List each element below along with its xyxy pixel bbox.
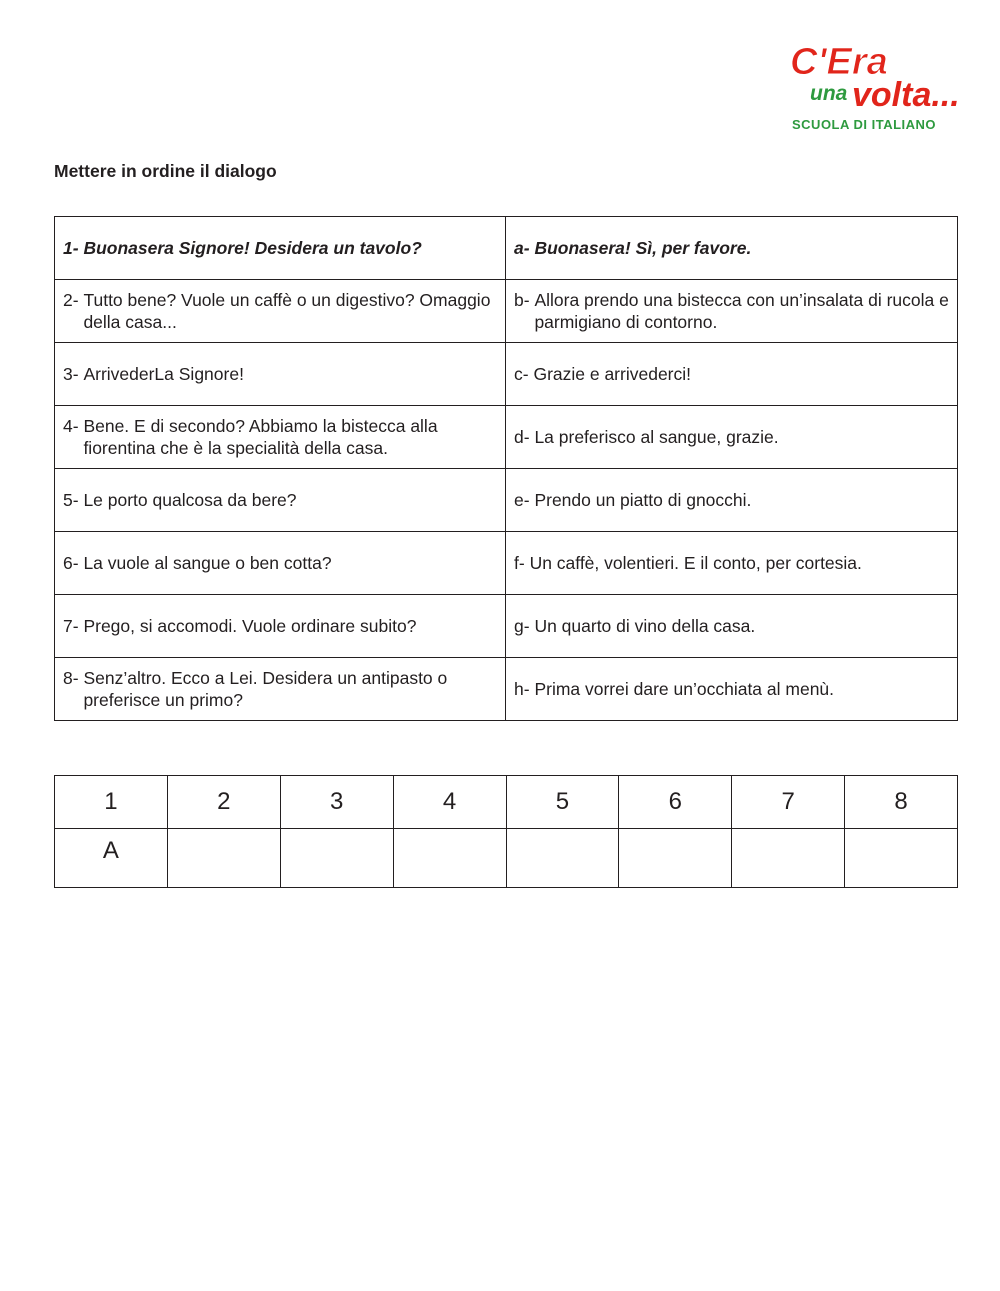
dialog-cell-right	[506, 469, 958, 532]
answer-header-cell: 6	[619, 776, 732, 829]
dialog-cell-right	[506, 658, 958, 721]
dialog-cell-left	[55, 658, 506, 721]
answer-header-cell: 7	[732, 776, 845, 829]
line-text: Prima vorrei dare un’occhiata al menù.	[534, 679, 835, 699]
answer-input-cell[interactable]	[280, 829, 393, 888]
line-label: f-	[514, 553, 530, 573]
line-label: a-	[514, 238, 535, 258]
line-label: 4-	[63, 416, 84, 436]
dialog-line	[63, 552, 497, 574]
line-label: h-	[514, 679, 535, 699]
answer-header-cell: 1	[55, 776, 168, 829]
dialog-table	[54, 216, 958, 721]
line-text: Allora prendo una bistecca con un’insalata di rucola e parmigiano di contorno.	[534, 290, 949, 332]
line-text: Un quarto di vino della casa.	[534, 616, 756, 636]
logo-line-2b: volta...	[852, 76, 960, 114]
line-text: Senz’altro. Ecco a Lei. Desidera un antipasto o preferisce un primo?	[83, 668, 448, 710]
dialog-line	[63, 667, 497, 711]
line-text: Prego, si accomodi. Vuole ordinare subito?	[83, 616, 417, 636]
answer-header-cell: 2	[167, 776, 280, 829]
line-text: Buonasera! Sì, per favore.	[534, 238, 752, 258]
dialog-line	[514, 289, 949, 333]
logo-line-2a: una	[810, 82, 848, 105]
dialog-line	[514, 615, 949, 637]
line-text: Prendo un piatto di gnocchi.	[534, 490, 752, 510]
answer-header-row	[55, 776, 958, 829]
dialog-cell-left	[55, 532, 506, 595]
line-label: 2-	[63, 290, 84, 310]
dialog-line	[514, 237, 949, 259]
line-label: b-	[514, 290, 535, 310]
dialog-cell-left	[55, 406, 506, 469]
dialog-row	[55, 280, 958, 343]
answer-header-cell: 3	[280, 776, 393, 829]
dialog-row	[55, 406, 958, 469]
answer-header-cell: 5	[506, 776, 619, 829]
dialog-cell-left	[55, 280, 506, 343]
line-label: 8-	[63, 668, 84, 688]
answer-input-cell[interactable]	[393, 829, 506, 888]
dialog-line	[514, 552, 949, 574]
line-label: e-	[514, 490, 535, 510]
answer-table	[54, 775, 958, 888]
answer-header-cell: 4	[393, 776, 506, 829]
dialog-line	[514, 426, 949, 448]
answer-input-cell[interactable]	[732, 829, 845, 888]
exercise-title: Mettere in ordine il dialogo	[54, 161, 277, 181]
line-label: g-	[514, 616, 535, 636]
line-text: Tutto bene? Vuole un caffè o un digestivo? Omaggio della casa...	[83, 290, 491, 332]
line-label: c-	[514, 364, 534, 384]
dialog-row	[55, 469, 958, 532]
school-logo	[786, 34, 971, 134]
dialog-line	[514, 678, 949, 700]
dialog-line	[63, 289, 497, 333]
answer-value-row	[55, 829, 958, 888]
dialog-line	[63, 489, 497, 511]
dialog-cell-right	[506, 343, 958, 406]
line-label: d-	[514, 427, 535, 447]
dialog-line	[514, 489, 949, 511]
line-text: Le porto qualcosa da bere?	[83, 490, 297, 510]
dialog-cell-left	[55, 343, 506, 406]
dialog-cell-left	[55, 469, 506, 532]
line-label: 1-	[63, 238, 84, 258]
line-text: La vuole al sangue o ben cotta?	[83, 553, 332, 573]
line-text: Buonasera Signore! Desidera un tavolo?	[83, 238, 422, 258]
line-text: La preferisco al sangue, grazie.	[534, 427, 779, 447]
dialog-line	[63, 415, 497, 459]
line-label: 3-	[63, 364, 84, 384]
dialog-cell-right	[506, 595, 958, 658]
dialog-line	[514, 363, 949, 385]
dialog-line	[63, 363, 497, 385]
line-label: 7-	[63, 616, 84, 636]
dialog-line	[63, 237, 497, 259]
dialog-row	[55, 217, 958, 280]
line-text: ArrivederLa Signore!	[83, 364, 244, 384]
dialog-cell-right	[506, 280, 958, 343]
line-label: 6-	[63, 553, 84, 573]
answer-header-cell: 8	[845, 776, 958, 829]
dialog-cell-right	[506, 406, 958, 469]
line-label: 5-	[63, 490, 84, 510]
line-text: Un caffè, volentieri. E il conto, per cortesia.	[529, 553, 862, 573]
line-text: Bene. E di secondo? Abbiamo la bistecca alla fiorentina che è la specialità della casa.	[83, 416, 438, 458]
dialog-row	[55, 595, 958, 658]
dialog-row	[55, 343, 958, 406]
answer-input-cell[interactable]	[167, 829, 280, 888]
dialog-row	[55, 658, 958, 721]
dialog-cell-left	[55, 595, 506, 658]
dialog-cell-left	[55, 217, 506, 280]
line-text: Grazie e arrivederci!	[533, 364, 692, 384]
logo-graphic	[786, 34, 971, 134]
logo-line-3: SCUOLA DI ITALIANO	[792, 117, 937, 132]
dialog-row	[55, 532, 958, 595]
dialog-cell-right	[506, 532, 958, 595]
logo-line-1: C'Era	[790, 41, 888, 83]
answer-input-cell[interactable]	[506, 829, 619, 888]
answer-input-cell[interactable]: A	[55, 829, 168, 888]
dialog-line	[63, 615, 497, 637]
answer-input-cell[interactable]	[845, 829, 958, 888]
dialog-cell-right	[506, 217, 958, 280]
answer-input-cell[interactable]	[619, 829, 732, 888]
